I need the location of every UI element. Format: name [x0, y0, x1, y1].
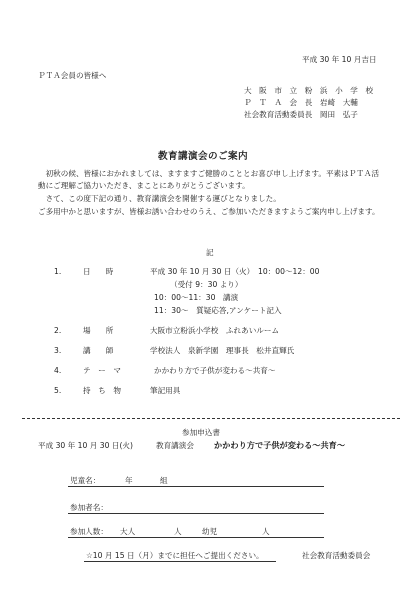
item-number: 4. [54, 366, 62, 375]
item-number: 5. [54, 386, 62, 395]
form-heading: 参加申込書 [182, 428, 220, 437]
item-value: （受付 9：30 より） [170, 280, 243, 289]
form-event-date: 平成 30 年 10 月 30 日(火) [38, 441, 133, 450]
item-number: 1. [54, 267, 62, 276]
cut-line [22, 418, 400, 419]
submission-deadline: ☆10 月 15 日（月）までに担任へご提出ください。 [86, 551, 264, 560]
item-value: かかわり方で子供が変わる～共育～ [154, 366, 276, 375]
issue-date: 平成 30 年 10 月吉日 [302, 55, 377, 64]
grade-label: 年 [125, 476, 133, 485]
form-event-name: 教育講演会 [156, 441, 194, 450]
committee-name: 社会教育活動委員会 [302, 551, 371, 560]
item-value: 11：30～ 質疑応答,アンケート記入 [154, 306, 282, 315]
class-label: 組 [160, 476, 168, 485]
infant-label: 幼児 [202, 527, 218, 536]
item-value: 10：00～11：30 講演 [154, 293, 239, 302]
adult-label: 大人 [120, 527, 136, 536]
attendee-count-label: 参加人数： [70, 527, 108, 536]
adult-unit: 人 [174, 527, 182, 536]
item-label: テ ー マ [83, 366, 121, 375]
infant-unit: 人 [262, 527, 270, 536]
item-value: 大阪市立粉浜小学校 ふれあいルーム [150, 326, 280, 335]
guardian-name-underline [68, 513, 324, 514]
item-number: 2. [54, 326, 62, 335]
item-label: 場 所 [83, 326, 114, 335]
sender-pta-chair: Ｐ Ｔ Ａ 会 長 岩崎 大輔 [244, 98, 358, 107]
announcement-paragraph: さて、この度下記の通り、教育講演会を開催する運びとなりました。 [38, 194, 281, 203]
form-event-theme: かかわり方で子供が変わる～共育～ [214, 440, 346, 450]
addressee: ＰＴＡ会員の皆様へ [38, 71, 107, 80]
page-title: 教育講演会のご案内 [158, 151, 248, 162]
item-value: 筆記用具 [150, 386, 181, 395]
item-label: 日 時 [83, 267, 114, 276]
item-value: 平成 30 年 10 月 30 日（火） 10：00～12：00 [150, 267, 320, 276]
ki-marker: 記 [206, 248, 214, 257]
sender-school: 大 阪 市 立 粉 浜 小 学 校 [244, 86, 374, 95]
greeting-paragraph: 初秋の候、皆様におかれましては、ますますご健勝のこととお喜び申し上げます。平素はＰＴＡ活動にご理解ご協力いただき、まことにありがとうございます。 [38, 169, 380, 191]
child-name-underline [68, 486, 324, 487]
sender-committee-chair: 社会教育活動委員長 岡田 弘子 [244, 110, 358, 119]
attendee-count-underline [68, 537, 324, 538]
deadline-underline [84, 561, 276, 562]
invitation-paragraph: ご多用中かと思いますが、皆様お誘い合わせのうえ、ご参加いただきますようご案内申し上げます。 [38, 207, 380, 216]
item-number: 3. [54, 346, 62, 355]
child-name-label: 児童名： [70, 476, 101, 485]
item-label: 持 ち 物 [83, 386, 121, 395]
item-label: 講 師 [83, 346, 114, 355]
item-value: 学校法人 泉新学園 理事長 松井直輝氏 [150, 346, 295, 355]
guardian-name-label: 参加者名： [70, 503, 108, 512]
